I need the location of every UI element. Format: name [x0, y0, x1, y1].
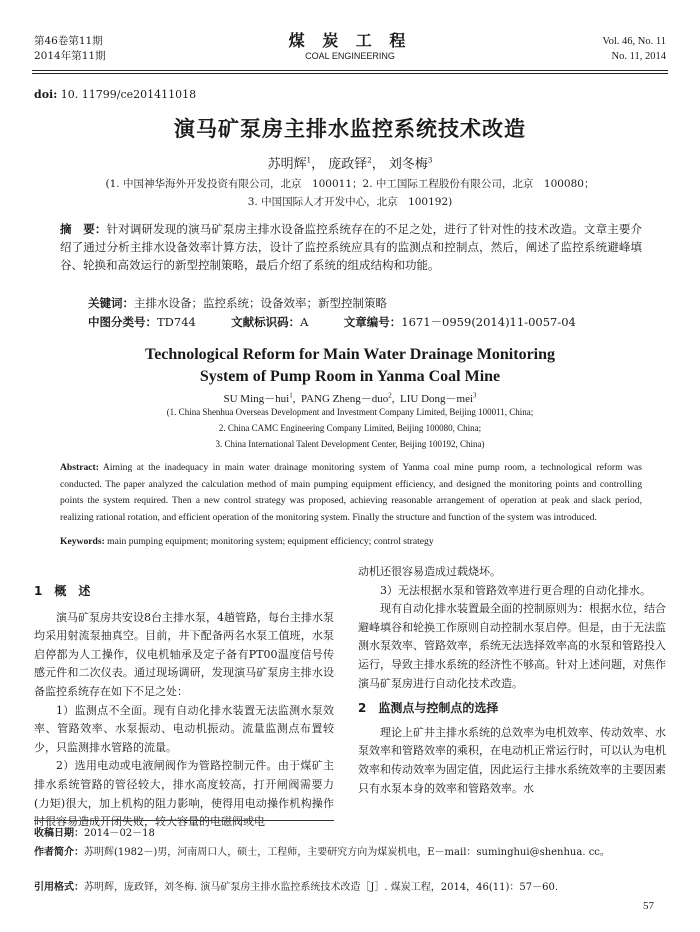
- header-rule-top: [32, 70, 668, 71]
- year-issue-cn: 2014年第11期: [34, 50, 106, 62]
- author-3-cn: 刘冬梅: [388, 157, 428, 172]
- author-3-en: LIU Dong－mei: [400, 393, 474, 405]
- issue-year-en: No. 11, 2014: [611, 51, 666, 62]
- author-3-en-sup: 3: [473, 391, 477, 400]
- affiliations-cn-line2: 3. 中国国际人才开发中心，北京 100192): [247, 196, 453, 208]
- volume-issue-cn: 第46卷第11期: [34, 35, 103, 47]
- classification-line: [88, 314, 648, 330]
- volume-issue-en: Vol. 46, No. 11: [602, 36, 666, 47]
- doi-value: 10. 11799/ce201411018: [60, 88, 197, 101]
- author-2-en-sup: 2: [388, 391, 392, 400]
- article-number-value: 1671－0959(2014)11-0057-04: [401, 315, 576, 329]
- author-2-cn-sup: 2: [367, 156, 372, 165]
- paper-title-en: [0, 344, 700, 388]
- keywords-en-text: main pumping equipment; monitoring system; equipment efficiency; control strategy: [107, 536, 434, 547]
- body-left-paragraph-1: 演马矿泵房共安设8台主排水泵，4趟管路，每台主排水泵均采用射流泵抽真空。目前，井下配备两名水泵工值班，水泵启停都为人工操作，仪电机轴承及定子备有PT00温度信号传感元件和二次仪表。通过现场调研，发现演马矿泵房主排水设备监控系统存在如下不足之处：: [34, 610, 334, 698]
- body-right-paragraph-3: 现有自动化排水装置最全面的控制原则为：根据水位，结合避峰填谷和轮换工作原则自动控制水泵启停。但是，由于无法监测水泵效率、管路效率，系统无法选择效率高的水泵和管路投入运行，导致主排水系统的经济性不够高。针对上述问题，对焦作演马矿泵房进行自动化技术改造。: [358, 602, 666, 690]
- body-left-paragraph-3: 2）选用电动或电液闸阀作为管路控制元件。由于煤矿主排水系统管路的管径较大，排水高度较高，打开闸阀需要力(力矩)很大，加上机构的阻力影响，使得用电动操作机构操作时很容易造成开闭失败，较大容量的电磁阀或电: [34, 759, 334, 829]
- abstract-en-text: Aiming at the inadequacy in main water drainage monitoring system of Yanma coal mine pump room, a technological reform was conducted. The paper analyzed the calculation method of main pumping equipment efficiency, and designed the monitoring points and controlling points the system required. Then a new control strategy was proposed, achieving reasonable arrangement of operation at peak and slack period, realizing rational rotation, and efficient operation of the monitoring system. Finally the structure and function of the system was introduced.: [60, 462, 642, 523]
- body-left-paragraph-2: 1）监测点不全面。现有自动化排水装置无法监测水泵效率、管路效率、水泵振动、电动机振动。流量监测点布置较少，只监测排水管路的流量。: [34, 703, 334, 754]
- received-date: [34, 826, 668, 842]
- author-1-en-sup: 1: [289, 391, 293, 400]
- doi-label: doi:: [34, 88, 58, 101]
- body-right-paragraph-4: 理论上矿井主排水系统的总效率为电机效率、传动效率、水泵效率和管路效率的乘积，在电动机正常运行时，可以认为电机效率和传动效率为固定值，因此运行主排水系统效率的主要因素只有水泵本身的效率和管路效率。水: [358, 725, 666, 795]
- clc-label: 中图分类号：: [88, 315, 157, 329]
- author-1-cn-sup: 1: [306, 156, 312, 165]
- abstract-cn-label: 摘 要：: [60, 222, 107, 236]
- received-label: 收稿日期：: [34, 828, 84, 839]
- body-column-left: [34, 582, 334, 832]
- doi-line: [34, 88, 196, 101]
- keywords-en-label: Keywords:: [60, 536, 105, 547]
- author-bio: [34, 845, 668, 861]
- paper-title-cn: 演马矿泵房主排水监控系统技术改造: [174, 117, 526, 141]
- clc-value: TD744: [157, 315, 196, 329]
- affiliations-cn-line1: (1. 中国神华海外开发投资有限公司，北京 100011；2. 中工国际工程股份有限公司，北京 100080；: [105, 178, 595, 190]
- body-column-right: [358, 563, 666, 798]
- body-right-paragraph-2: 3）无法根据水泵和管路效率进行更合理的自动化排水。: [380, 583, 651, 597]
- paper-title-en-line2: System of Pump Room in Yanma Coal Mine: [199, 368, 501, 385]
- journal-name-cn: 煤 炭 工 程: [288, 31, 412, 50]
- abstract-en: [60, 460, 642, 526]
- abstract-cn: [60, 220, 642, 274]
- author-2-en: PANG Zheng－duo: [300, 393, 389, 405]
- citation-value: 苏明辉，庞政铎，刘冬梅. 演马矿泵房主排水监控系统技术改造［J］. 煤炭工程，2014，46(11)：57－60.: [84, 882, 559, 893]
- running-header-right: [602, 34, 666, 64]
- journal-name-en: COAL ENGINEERING: [305, 51, 395, 61]
- keywords-en: [60, 536, 642, 547]
- affiliations-en-line1: (1. China Shenhua Overseas Development and Investment Company Limited, Beijing 100011, China;: [166, 407, 534, 417]
- keywords-cn: [88, 295, 648, 311]
- abstract-en-label: Abstract:: [60, 462, 99, 473]
- received-value: 2014－02－18: [84, 828, 155, 839]
- header-rule-bottom: [32, 73, 668, 74]
- author-2-cn: 庞政铎: [328, 157, 368, 172]
- running-header-center: [0, 32, 700, 62]
- doc-code-label: 文献标识码：: [231, 315, 301, 329]
- doc-code-value: A: [300, 315, 309, 329]
- author-bio-value: 苏明辉(1982－)男，河南周口人，硕士，工程师，主要研究方向为煤炭机电，E－mail：suminghui@shenhua. cc。: [84, 847, 610, 858]
- section-2-heading: 2 监测点与控制点的选择: [358, 701, 499, 716]
- footnote-rule: [34, 820, 334, 821]
- section-1-heading: 1 概 述: [34, 584, 91, 598]
- body-right-paragraph-1: 动机还很容易造成过载烧坏。: [358, 565, 501, 578]
- author-bio-label: 作者简介：: [34, 847, 84, 858]
- page-number: 57: [643, 900, 654, 912]
- author-3-cn-sup: 3: [427, 156, 433, 165]
- authors-cn: 苏明辉$^1$， 庞政铎$^2$， 刘冬梅$^3$: [267, 156, 433, 172]
- article-number-label: 文章编号：: [343, 315, 402, 329]
- paper-title-en-line1: Technological Reform for Main Water Drainage Monitoring: [144, 346, 556, 363]
- affiliations-en-line2: 2. China CAMC Engineering Company Limited, Beijing 100080, China;: [218, 423, 482, 433]
- citation-format: [34, 880, 668, 896]
- author-1-cn: 苏明辉: [267, 157, 307, 172]
- author-1-en: SU Ming－hui: [223, 393, 290, 405]
- affiliations-en-line3: 3. China International Talent Development Center, Beijing 100192, China): [215, 439, 485, 449]
- keywords-cn-text: 主排水设备；监控系统；设备效率；新型控制策略: [134, 296, 387, 310]
- keywords-cn-label: 关键词：: [88, 296, 134, 310]
- abstract-cn-text: 针对调研发现的演马矿泵房主排水设备监控系统存在的不足之处，进行了针对性的技术改造。文章主要介绍了通过分析主排水设备效率计算方法，设计了监控系统应具有的监测点和控制点，然后，阐述了监控系统避峰填谷、轮换和高效运行的新型控制策略，最后介绍了系统的组成结构和功能。: [60, 222, 643, 272]
- citation-label: 引用格式：: [34, 882, 84, 893]
- authors-en: SU Ming－hui$^1$, PANG Zheng－duo$^2$, LIU Dong－mei$^3$: [223, 391, 477, 405]
